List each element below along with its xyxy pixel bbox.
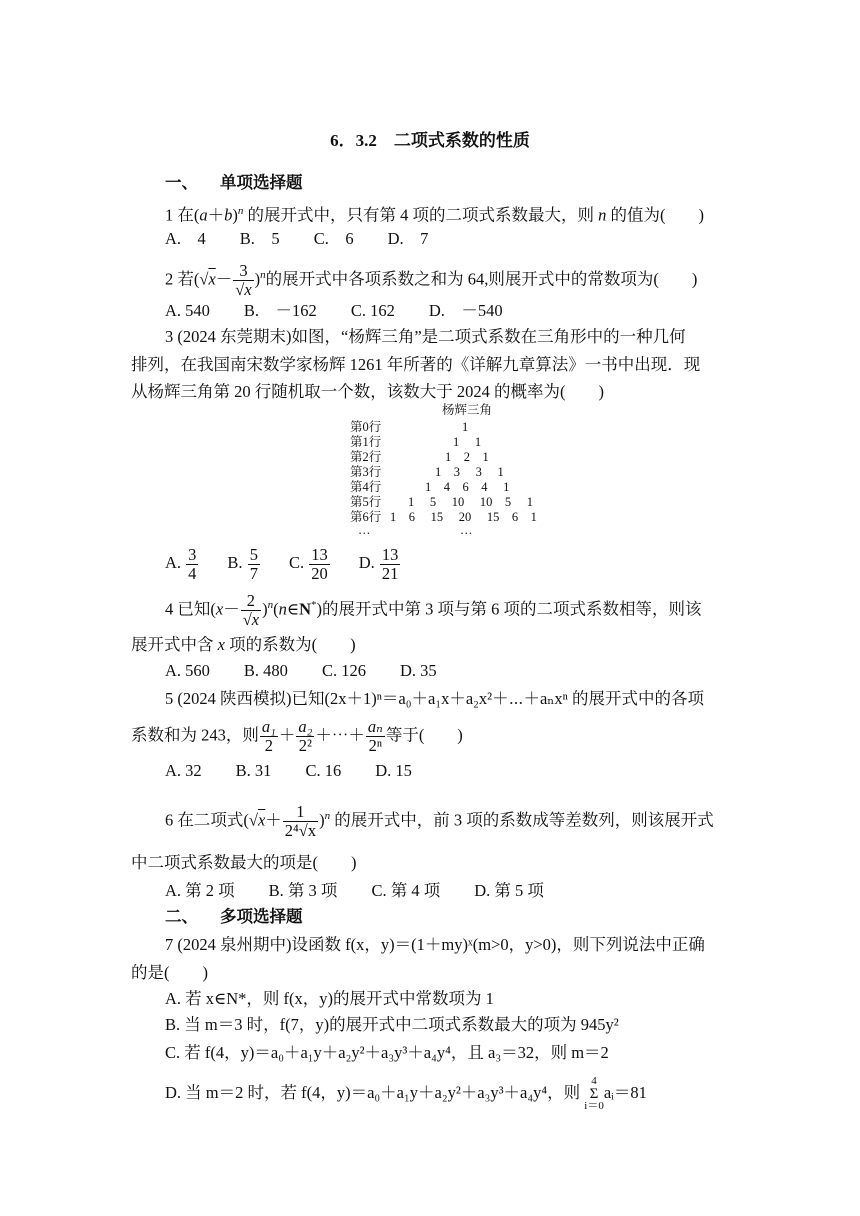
page-title: 6．3.2 二项式系数的性质: [330, 131, 530, 150]
row-values: 1 3 3 1: [435, 465, 504, 479]
triangle-row: [350, 435, 481, 450]
fraction-denominator: 2²: [298, 736, 312, 755]
option-a[interactable]: A. 4: [165, 229, 206, 248]
row-values: 1 1: [453, 435, 482, 449]
q2-var-x: x: [208, 269, 216, 289]
q4-star: *: [310, 598, 317, 611]
row-label: 第6行: [350, 510, 382, 524]
q3-options: [165, 544, 401, 583]
row-values: 1 2 1: [445, 450, 489, 464]
option-fraction: [248, 546, 260, 583]
q5-text3: 等于( ): [385, 725, 463, 745]
fraction-numerator: 13: [311, 544, 328, 564]
triangle-row: [350, 510, 537, 525]
fraction-denominator: 2⁴√x: [284, 821, 317, 840]
q4-paren2: (: [273, 599, 279, 619]
q1-var-b: b: [224, 205, 233, 225]
fraction-numerator: 3: [188, 544, 197, 564]
q4-var-x: x: [215, 599, 224, 619]
triangle-row: [350, 480, 509, 495]
q5-fraction-1: [260, 718, 278, 755]
q5-ellipsis: ＋⋯＋: [315, 725, 365, 745]
question-number: 3: [165, 327, 174, 346]
q4-set-n: N: [299, 599, 311, 619]
q2-paren: ): [254, 269, 261, 289]
sum-upper: 4: [591, 1075, 597, 1087]
q5-fraction-2: [296, 718, 314, 755]
option-letter: C.: [288, 553, 305, 572]
q2-fraction: $\frac{3}{√x}$: [235, 261, 252, 299]
section-label: 多项选择题: [220, 907, 303, 926]
question-4: [165, 592, 701, 629]
fraction-numerator: a₂: [298, 717, 313, 736]
option-b[interactable]: [227, 544, 261, 583]
option-letter: A.: [165, 553, 182, 572]
q5-text2: 系数和为 243，则: [131, 725, 259, 745]
option-d[interactable]: D. 第 5 项: [474, 881, 544, 900]
option-a[interactable]: A. 540: [165, 301, 210, 320]
option-c[interactable]: C. 162: [350, 301, 395, 320]
row-label: 第0行: [350, 420, 382, 434]
summation-symbol: 4 Σ i＝0: [584, 1075, 604, 1112]
q6-text2: 的展开式中，前 3 项的系数成等差数列，则该展开式: [334, 810, 714, 830]
q2-exp: n: [260, 268, 266, 281]
option-d[interactable]: D. 35: [399, 661, 437, 680]
q7-text-line1: 设函数 f(x，y)＝(1＋my)ˣ(m>0，y>0)，则下列说法中正确: [291, 935, 705, 954]
option-letter: B.: [227, 553, 243, 572]
sum-tail: aᵢ＝81: [603, 1082, 647, 1102]
option-d[interactable]: D. 7: [387, 229, 429, 248]
q6-plus: ＋: [265, 810, 282, 830]
row-label: 第3行: [350, 465, 382, 479]
q1-var-n: n: [598, 205, 607, 225]
q4-fraction: $\frac{2}{√x}$: [242, 591, 260, 629]
question-5: [165, 688, 704, 710]
q6-text-line2: 中二项式系数最大的项是( ): [131, 853, 357, 872]
question-source: (2024 东莞期末): [177, 327, 292, 346]
fraction-denominator: x: [251, 610, 260, 629]
q4-var-n: n: [278, 599, 287, 619]
fraction-numerator: 1: [283, 803, 318, 822]
section-number: 二、: [165, 907, 198, 926]
option-b[interactable]: B. 当 m＝3 时，f(7，y)的展开式中二项式系数最大的项为 945y²: [165, 1015, 619, 1034]
option-c[interactable]: C. 16: [305, 761, 342, 780]
question-3: [165, 326, 686, 348]
option-a[interactable]: A. 560: [165, 661, 210, 680]
q5-fraction-3: [366, 718, 385, 755]
question-source: (2024 泉州期中): [177, 935, 292, 954]
q4-text3: 展开式中含: [131, 635, 214, 654]
row-values: 1 4 6 4 1: [425, 480, 510, 494]
figure-title: 杨辉三角: [442, 403, 493, 417]
triangle-row: [350, 420, 468, 435]
question-7: [165, 934, 705, 956]
option-c[interactable]: C. 6: [313, 229, 354, 248]
fraction-numerator: 13: [381, 544, 399, 564]
q1-text: 在(: [177, 205, 200, 225]
option-a[interactable]: [165, 544, 199, 583]
row-label: 第1行: [350, 435, 382, 449]
section-multiple-choice: [165, 906, 303, 928]
triangle-row: [350, 495, 533, 510]
q4-text: 已知(: [177, 599, 216, 619]
q2-minus: －: [215, 269, 233, 289]
q6-options: [165, 880, 544, 902]
option-c[interactable]: C. 若 f(4，y)＝a₀＋a₁y＋a₂y²＋a₃y³＋a₄y⁴，且 a₃＝32，则 m＝2: [165, 1043, 609, 1062]
row-label: 第4行: [350, 480, 382, 494]
option-c[interactable]: C. 第 4 项: [371, 881, 441, 900]
question-2: 2 若(√x－ $\frac{3}{√x}$ )$^n$的展开式中各项系数之和为 64,则展开式中的常数项为( ): [165, 261, 698, 299]
option-d[interactable]: [359, 544, 402, 583]
option-a[interactable]: A. 第 2 项: [165, 881, 235, 900]
fraction-denominator: 7: [249, 563, 258, 583]
q5-text-line1: 已知(2x＋1)ⁿ＝a₀＋a₁x＋a₂x²＋⋯＋aₙxⁿ 的展开式中的各项: [291, 689, 704, 708]
q1-text2: 的展开式中，只有第 4 项的二项式系数最大，则: [247, 205, 594, 225]
row-values: 1 6 15 20 15 6 1: [390, 510, 537, 524]
q4-var-x2: x: [217, 635, 225, 654]
question-source: (2024 陕西模拟): [177, 689, 292, 708]
option-a[interactable]: A. 32: [165, 761, 202, 780]
question-number: 4: [165, 599, 174, 619]
option-b[interactable]: B. 480: [243, 661, 288, 680]
q2-text2: 的展开式中各项系数之和为 64,则展开式中的常数项为( ): [265, 269, 698, 289]
fraction-numerator: 3: [233, 262, 253, 281]
option-b[interactable]: B. 第 3 项: [268, 881, 338, 900]
q2-text: 若(: [177, 269, 200, 289]
option-fraction: [186, 546, 198, 583]
q6-exp: n: [324, 809, 331, 822]
fraction-numerator: aₙ: [367, 717, 383, 736]
q5-text-line2: 系数和为 243，则 $\frac{\text{a₁}}{2}$ ＋ $\frac{\text{a₂}}{\text{2²}}$ ＋⋯＋ $\frac{\text{aₙ}}{\text{2ⁿ}}$ 等于( ): [131, 717, 463, 755]
option-c[interactable]: C. 126: [321, 661, 366, 680]
option-c[interactable]: [289, 544, 331, 583]
triangle-row: [350, 450, 489, 465]
q4-options: [165, 660, 437, 682]
q2-options: [165, 300, 503, 322]
q1-text3: 的值为( ): [610, 205, 704, 225]
dots-center: …: [460, 523, 473, 537]
question-number: 1: [165, 205, 174, 225]
fraction-numerator: a₁: [261, 717, 276, 736]
option-fraction: [309, 546, 330, 583]
option-d-text: D. 当 m＝2 时，若 f(4，y)＝a₀＋a₁y＋a₂y²＋a₃y³＋a₄y⁴，则: [165, 1082, 581, 1102]
question-number: 6: [165, 810, 174, 830]
option-b[interactable]: B. 5: [239, 229, 280, 248]
q3-text-line1: 如图，“杨辉三角”是二项式系数在三角形中的一种几何: [291, 327, 686, 346]
triangle-row: [350, 465, 504, 480]
option-d[interactable]: D. －540: [428, 301, 503, 320]
q5-options: [165, 760, 412, 782]
sum-lower: i＝0: [584, 1100, 604, 1112]
q6-var-x: x: [257, 810, 266, 830]
q4-in: ∈: [286, 599, 300, 619]
row-label: 第5行: [350, 495, 382, 509]
q1-plus: ＋: [207, 205, 225, 225]
q4-exp: n: [267, 598, 274, 611]
section-single-choice: [165, 172, 303, 194]
q6-paren: ): [319, 810, 325, 830]
q1-options: [165, 228, 428, 250]
fraction-denominator: 21: [381, 563, 399, 583]
question-number: 5: [165, 689, 174, 708]
q1-var-a: a: [199, 205, 208, 225]
q1-paren: ): [232, 205, 238, 225]
q7-text-line2: 的是( ): [131, 963, 208, 982]
q4-paren: ): [262, 599, 268, 619]
fraction-denominator: 2ⁿ: [368, 736, 383, 755]
option-b[interactable]: B. －162: [243, 301, 317, 320]
option-d[interactable]: D. 15: [375, 761, 412, 780]
q6-text: 在二项式(: [177, 810, 249, 830]
fraction-numerator: 5: [249, 544, 258, 564]
q4-text2: )的展开式中第 3 项与第 6 项的二项式系数相等，则该: [316, 599, 702, 619]
question-number: 7: [165, 935, 174, 954]
q3-text-line3: 从杨辉三角第 20 行随机取一个数，该数大于 2024 的概率为( ): [131, 382, 604, 401]
q1-exp: n: [237, 205, 244, 217]
fraction-denominator: 20: [311, 563, 328, 583]
option-a[interactable]: A. 若 x∈N*，则 f(x，y)的展开式中常数项为 1: [165, 989, 494, 1008]
option-d[interactable]: [165, 1076, 647, 1112]
row-values: 1 5 10 10 5 1: [408, 495, 534, 509]
section-number: 一、: [165, 173, 198, 192]
row-values: 1: [462, 420, 469, 434]
q3-text-line2: 排列，在我国南宋数学家杨辉 1261 年所著的《详解九章算法》一书中出现．现: [131, 355, 701, 374]
question-6: 6 在二项式(√x＋ $\frac{1}{\text{2⁴√x}}$ )$^n$ 的展开式中，前 3 项的系数成等差数列，则该展开式: [165, 802, 714, 840]
q4-text-line2: [131, 634, 356, 656]
q4-minus: －: [223, 599, 240, 619]
question-1: [165, 200, 704, 227]
fraction-numerator: 2: [241, 592, 261, 611]
fraction-denominator: 2: [264, 736, 273, 755]
fraction-denominator: x: [244, 280, 252, 299]
option-letter: D.: [358, 553, 375, 572]
q6-fraction: [283, 803, 318, 840]
dots-left: …: [358, 523, 371, 537]
fraction-denominator: 4: [188, 563, 197, 583]
option-b[interactable]: B. 31: [235, 761, 272, 780]
option-fraction: [380, 546, 401, 583]
question-number: 2: [165, 269, 174, 289]
row-label: 第2行: [350, 450, 382, 464]
q4-text4: 项的系数为( ): [229, 635, 356, 654]
section-label: 单项选择题: [220, 173, 303, 192]
